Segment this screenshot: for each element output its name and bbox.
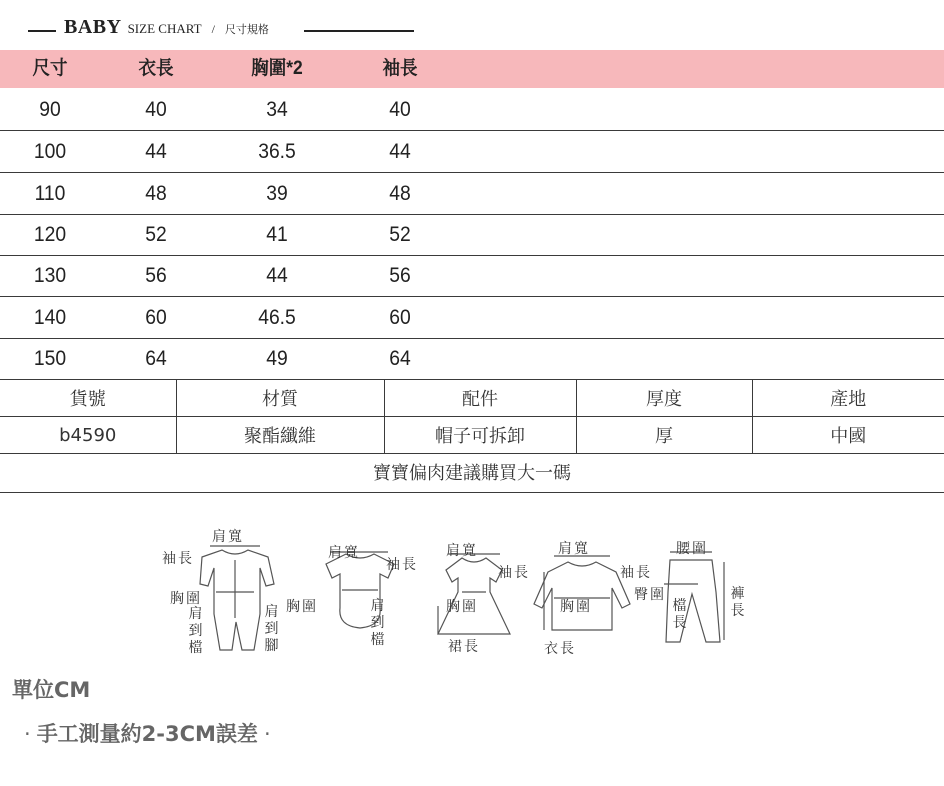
cell-length: 40 [145,98,167,121]
tip-text: 手工測量約2-3CM誤差 [36,722,258,746]
cell-sleeve: 48 [389,182,411,205]
cell-chest: 44 [266,264,288,287]
table-row [0,338,944,380]
col-sleeve: 袖長 [382,58,418,79]
table-row [0,173,944,215]
romper-sleeve-label: 袖長 [162,551,194,567]
bodysuit-chest-label: 胸圍 [286,599,318,615]
cell-chest: 34 [266,98,288,121]
header-rule-right [304,30,414,32]
bodysuit-sleeve-label: 袖長 [386,557,418,573]
unit-label: 單位CM [12,678,91,702]
tip-bullet-right: · [263,722,271,746]
top-sleeve-label: 袖長 [620,565,652,581]
cell-length: 44 [145,140,167,163]
cell-chest: 41 [266,223,288,246]
cell-chest: 49 [266,347,288,370]
dress-skirt-length-label: 裙長 [448,639,480,655]
info-value-thickness: 厚 [576,417,752,454]
cell-chest: 36.5 [258,140,296,163]
col-chest: 胸圍*2 [251,58,303,79]
romper-shoulder-crotch-label: 肩到檔 [188,606,203,656]
product-info-table [0,379,944,454]
cell-size: 130 [33,264,67,287]
pants-waist-label: 腰圍 [676,541,708,557]
cell-size: 90 [39,98,61,121]
subtitle-divider: / [211,22,215,36]
top-outline [534,556,630,630]
cell-chest: 46.5 [258,306,296,329]
info-header-thickness: 厚度 [576,380,752,417]
cell-size: 120 [33,223,67,246]
cell-size: 110 [34,182,66,205]
table-row [0,214,944,256]
romper-shoulder-foot-label: 肩到腳 [264,604,279,654]
table-row [0,89,944,131]
cell-size: 150 [33,347,67,370]
cell-sleeve: 56 [389,264,411,287]
table-row [0,131,944,173]
cell-sleeve: 60 [389,306,411,329]
table-row [0,255,944,297]
col-length: 衣長 [138,58,174,79]
chart-header [0,14,944,48]
cell-length: 64 [145,347,167,370]
col-size: 尺寸 [32,58,68,79]
info-header-accessory: 配件 [384,380,576,417]
info-value-origin: 中國 [752,417,944,454]
cell-size: 140 [33,306,67,329]
romper-chest-label: 胸圍 [170,591,202,607]
bodysuit-shoulder-crotch-label: 肩到檔 [370,598,385,648]
header-rule-left [28,30,56,32]
table-row [0,297,944,339]
measurement-tip [18,718,277,748]
bodysuit-shoulder-label: 肩寬 [328,545,360,561]
subtitle-text: SIZE CHART [127,21,202,36]
info-value-accessory: 帽子可拆卸 [384,417,576,454]
info-value-material: 聚酯纖維 [176,417,384,454]
romper-shoulder-label: 肩寬 [212,529,244,545]
cell-length: 48 [145,182,167,205]
cell-length: 60 [145,306,167,329]
top-chest-label: 胸圍 [560,599,592,615]
cell-length: 56 [145,264,167,287]
size-advice-note: 寶寶偏肉建議購買大一碼 [0,455,944,493]
pants-hip-label: 臀圍 [634,587,666,603]
product-info-value-row [0,417,944,454]
product-info-header-row [0,380,944,417]
cell-size: 100 [33,140,67,163]
size-table-header [0,50,944,88]
dress-sleeve-label: 袖長 [498,565,530,581]
subtitle-cn: 尺寸規格 [224,23,269,36]
info-value-sku: b4590 [0,417,176,454]
brand-text: BABY [64,16,122,38]
cell-sleeve: 40 [389,98,411,121]
info-header-sku: 貨號 [0,380,176,417]
cell-sleeve: 44 [389,140,411,163]
measurement-diagrams [150,522,750,672]
top-shoulder-label: 肩寬 [558,541,590,557]
info-header-material: 材質 [176,380,384,417]
info-header-origin: 產地 [752,380,944,417]
pants-length-label: 褲長 [730,586,745,619]
cell-chest: 39 [266,182,288,205]
pants-crotch-label: 檔長 [672,598,687,631]
header-title [64,16,269,39]
cell-sleeve: 52 [389,223,411,246]
dress-chest-label: 胸圍 [446,599,478,615]
cell-sleeve: 64 [389,347,411,370]
cell-length: 52 [145,223,167,246]
romper-outline [200,546,274,650]
top-length-label: 衣長 [544,641,576,657]
tip-bullet-left: · [24,722,31,746]
dress-shoulder-label: 肩寬 [446,543,478,559]
